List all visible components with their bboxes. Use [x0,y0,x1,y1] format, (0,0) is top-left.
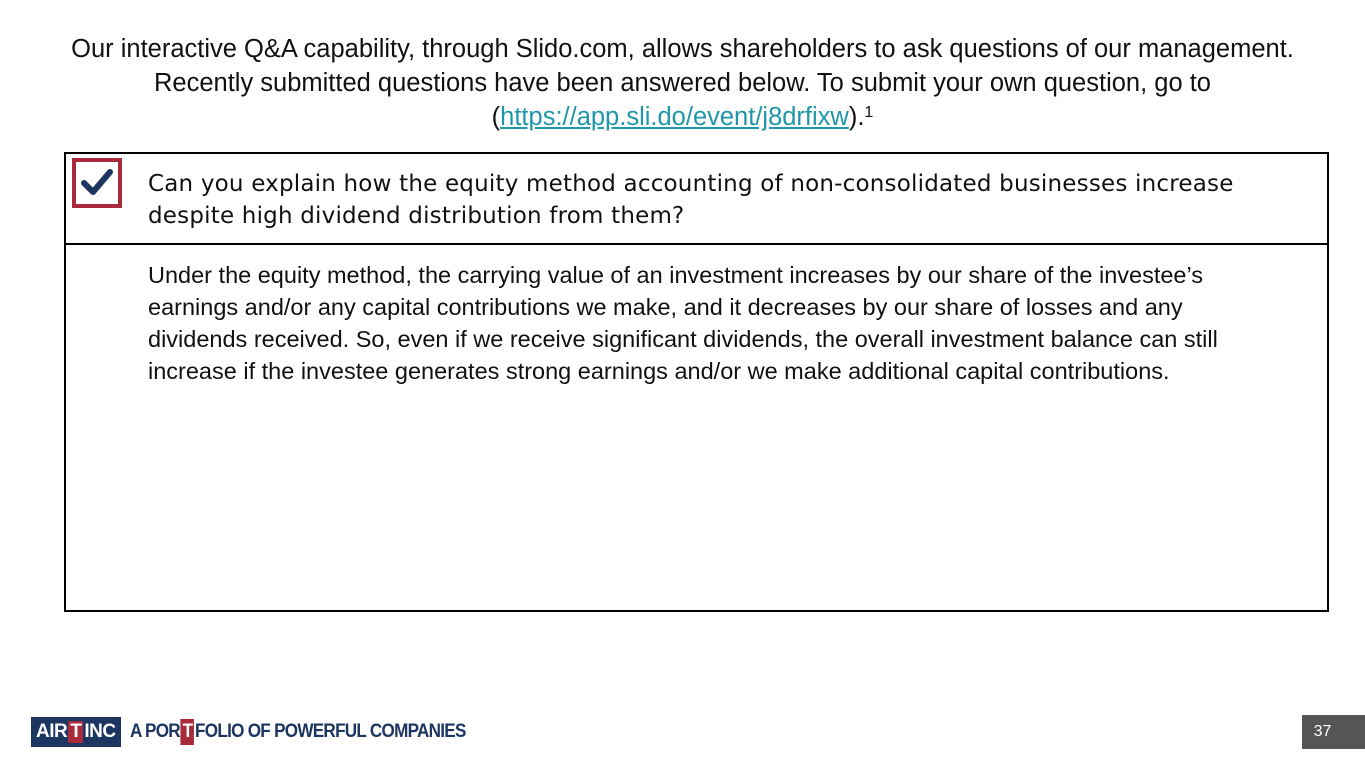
intro-paragraph [70,32,1295,134]
slido-event-link[interactable]: https://app.sli.do/event/j8drfixw [500,103,849,131]
qa-card [64,152,1329,612]
intro-text-end: ). [848,103,865,131]
brand-text-air: AIR [36,721,68,742]
answer-text: Under the equity method, the carrying value of an investment increases by our share of the investee’s earnings and/or any capital contributions we make, and it decreases by our share of losses and any dividends received. So, even if we receive significant dividends, the overall investment balance can still increase if the investee generates strong earnings and/or we make additional capital contributions. [148,262,1218,384]
answered-checkbox [72,158,122,208]
company-tagline [130,719,466,745]
tagline-t: T [180,719,193,745]
brand-text-t: T [70,721,82,742]
brand-text-inc: INC [84,721,116,742]
checkmark-icon [79,165,115,201]
question-text: Can you explain how the equity method accounting of non-consolidated businesses increase despite high dividend distribution from them? [148,171,1234,229]
question-row [66,154,1327,245]
intro-text-start: Our interactive Q&A capability, through Slido.com, allows shareholders to ask questions of our management. Recently submitted questions have been answered below. To submit your own question, go to ( [71,35,1294,131]
tagline-part1: A POR [129,721,180,742]
tagline-part2: FOLIO OF POWERFUL COMPANIES [194,721,466,742]
airt-inc-logo [31,717,121,747]
page-number: 37 [1302,715,1365,749]
company-logo [31,717,503,747]
footnote-mark: 1 [864,104,874,121]
